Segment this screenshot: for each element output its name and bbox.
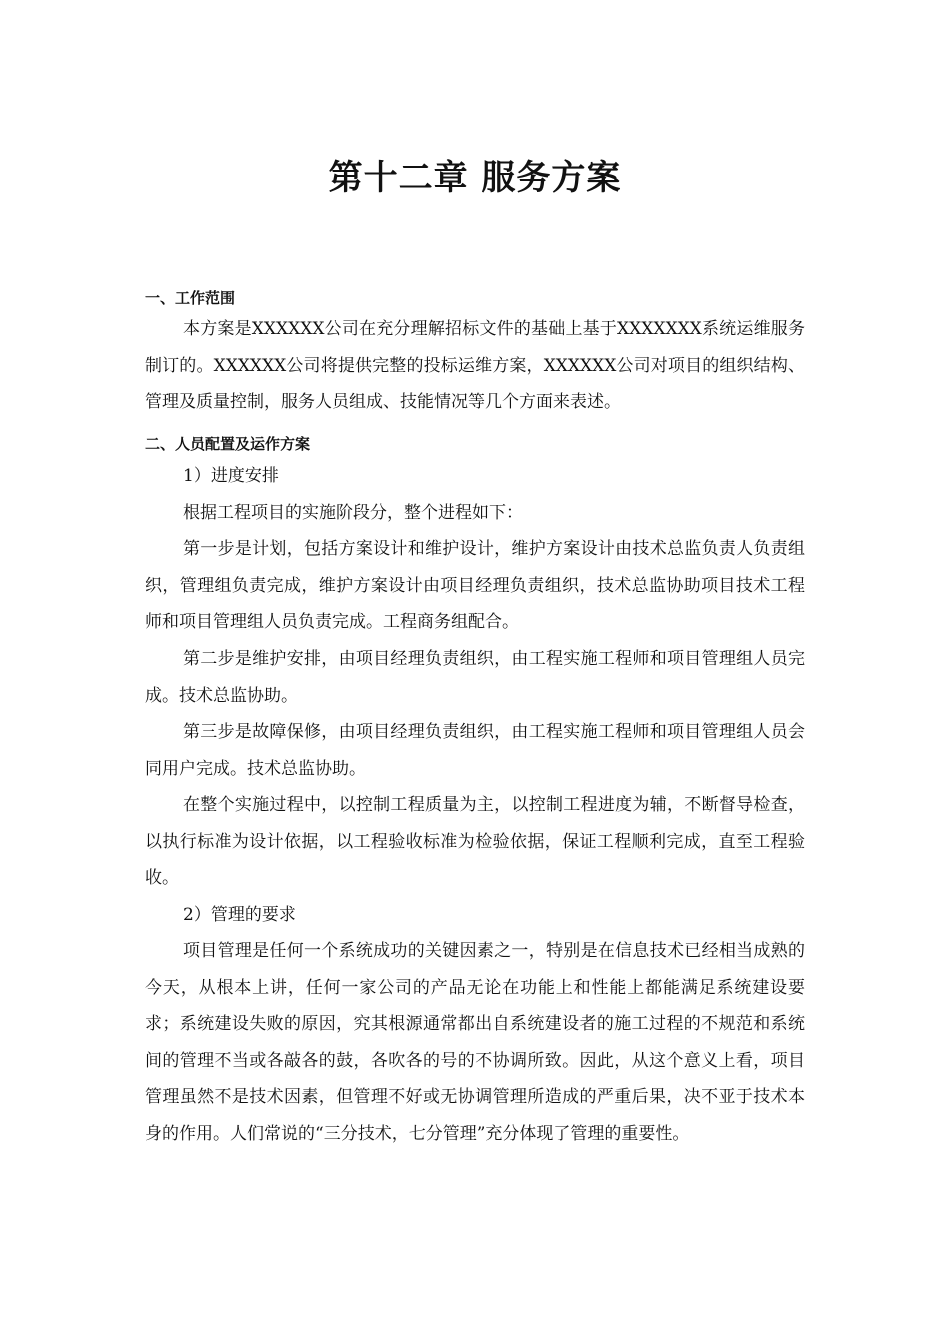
paragraph-stages-intro: 根据工程项目的实施阶段分，整个进程如下： — [183, 503, 523, 523]
subheading-management: 2）管理的要求 — [183, 905, 296, 925]
paragraph-quality-control: 在整个实施过程中，以控制工程质量为主，以控制工程进度为辅，不断督导检查，以执行标准为设计依据，以工程验收标准为检验依据，保证工程顺利完成，直至工程验收。 — [145, 795, 805, 888]
page-title: 第十二章 服务方案 — [328, 158, 622, 198]
subheading-schedule: 1）进度安排 — [183, 466, 279, 486]
paragraph-step-three: 第三步是故障保修，由项目经理负责组织，由工程实施工程师和项目管理组人员会同用户完成。技术总监协助。 — [145, 722, 805, 779]
paragraph-step-one: 第一步是计划，包括方案设计和维护设计，维护方案设计由技术总监负责人负责组织，管理组负责完成，维护方案设计由项目经理负责组织，技术总监协助项目技术工程师和项目管理组人员负责完成。工程商务组配合。 — [145, 539, 805, 632]
section-heading-staffing: 二、人员配置及运作方案 — [145, 435, 311, 453]
section-heading-scope: 一、工作范围 — [145, 289, 236, 307]
paragraph-step-two: 第二步是维护安排，由项目经理负责组织，由工程实施工程师和项目管理组人员完成。技术总监协助。 — [145, 649, 805, 706]
paragraph-scope: 本方案是XXXXXX公司在充分理解招标文件的基础上基于XXXXXXX系统运维服务制订的。XXXXXX公司将提供完整的投标运维方案，XXXXXX公司对项目的组织结构、管理及质量控制，服务人员组成、技能情况等几个方面来表述。 — [145, 319, 805, 412]
paragraph-management-importance: 项目管理是任何一个系统成功的关键因素之一，特别是在信息技术已经相当成熟的今天，从根本上讲，任何一家公司的产品无论在功能上和性能上都能满足系统建设要求；系统建设失败的原因，究其根源通常都出自系统建设者的施工过程的不规范和系统间的管理不当或各敲各的鼓，各吹各的号的不协调所致。因此，从这个意义上看，项目管理虽然不是技术因素，但管理不好或无协调管理所造成的严重后果，决不亚于技术本身的作用。人们常说的“三分技术，七分管理”充分体现了管理的重要性。 — [145, 941, 805, 1144]
